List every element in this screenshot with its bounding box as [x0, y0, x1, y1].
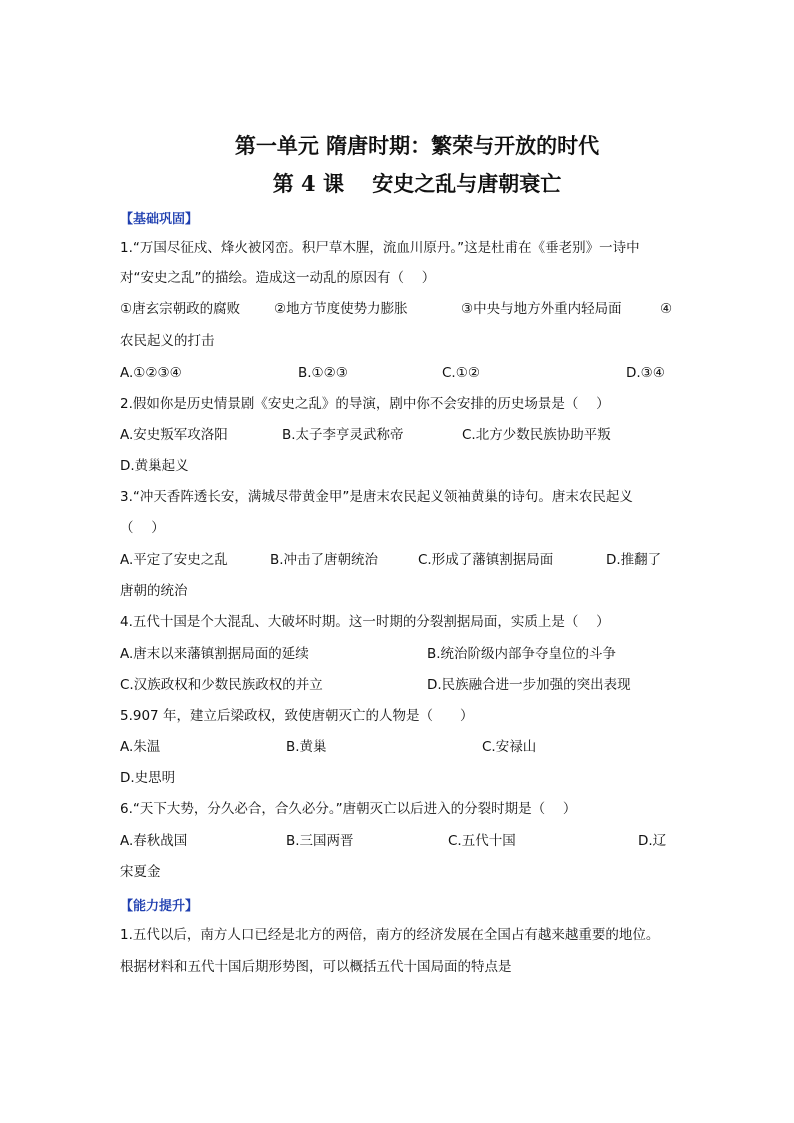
q4-option-d: D.民族融合进一步加强的突出表现: [427, 677, 631, 693]
q3-option-d: D.推翻了: [606, 552, 662, 568]
q5-option-c: C.安禄山: [482, 739, 537, 755]
q1-item-4: ④: [660, 301, 673, 317]
q1-option-a: A.①②③④: [120, 365, 182, 381]
q1-item-1: ①唐玄宗朝政的腐败: [120, 301, 241, 317]
q5-stem: 5.907 年，建立后梁政权，致使唐朝灭亡的人物是（ ）: [120, 708, 474, 724]
q4-option-c: C.汉族政权和少数民族政权的并立: [120, 677, 323, 693]
q6-option-d: D.辽: [638, 833, 667, 849]
q3-stem-line2: （ ）: [120, 520, 165, 536]
q4-option-a: A.唐末以来藩镇割据局面的延续: [120, 646, 309, 662]
q2-option-b: B.太子李亨灵武称帝: [282, 427, 404, 443]
q6-option-d-cont: 宋夏金: [120, 864, 161, 880]
q6-option-b: B.三国两晋: [286, 833, 354, 849]
section-basic: 【基础巩固】: [120, 212, 199, 227]
q2-option-c: C.北方少数民族协助平叛: [462, 427, 611, 443]
q5-option-a: A.朱温: [120, 739, 161, 755]
q1-stem-line2: 对“安史之乱”的描绘。造成这一动乱的原因有（ ）: [120, 270, 436, 286]
q2-option-d: D.黄巢起义: [120, 458, 189, 474]
q4-option-b: B.统治阶级内部争夺皇位的斗争: [427, 646, 617, 662]
q6-stem: 6.“天下大势，分久必合，合久必分。”唐朝灭亡以后进入的分裂时期是（ ）: [120, 801, 577, 817]
q5-option-b: B.黄巢: [286, 739, 327, 755]
q6-option-a: A.春秋战国: [120, 833, 188, 849]
q3-option-b: B.冲击了唐朝统治: [270, 552, 379, 568]
unit-title: 第一单元 隋唐时期：繁荣与开放的时代: [234, 133, 600, 158]
q5-option-d: D.史思明: [120, 770, 176, 786]
q3-option-a: A.平定了安史之乱: [120, 552, 228, 568]
q1-stem-line1: 1.“万国尽征戍、烽火被冈峦。积尸草木腥，流血川原丹。”这是杜甫在《垂老别》一诗中: [120, 240, 640, 256]
q2-option-a: A.安史叛军攻洛阳: [120, 427, 228, 443]
p1-stem-line1: 1.五代以后，南方人口已经是北方的两倍，南方的经济发展在全国占有越来越重要的地位。: [120, 927, 660, 943]
q3-stem-line1: 3.“冲天香阵透长安，满城尽带黄金甲”是唐末农民起义领袖黄巢的诗句。唐末农民起义: [120, 489, 633, 505]
p1-stem-line2: 根据材料和五代十国后期形势图，可以概括五代十国局面的特点是: [120, 959, 512, 975]
q2-stem: 2.假如你是历史情景剧《安史之乱》的导演，剧中你不会安排的历史场景是（ ）: [120, 396, 610, 412]
q1-option-c: C.①②: [442, 365, 480, 381]
q1-item-4-cont: 农民起义的打击: [120, 333, 215, 349]
q1-item-2: ②地方节度使势力膨胀: [274, 301, 408, 317]
q1-option-b: B.①②③: [298, 365, 348, 381]
lesson-title: 第 4 课 安史之乱与唐朝衰亡: [272, 171, 562, 196]
q6-option-c: C.五代十国: [448, 833, 516, 849]
q1-item-3: ③中央与地方外重内轻局面: [461, 301, 622, 317]
q3-option-c: C.形成了藩镇割据局面: [418, 552, 554, 568]
q1-option-d: D.③④: [626, 365, 665, 381]
q3-option-d-cont: 唐朝的统治: [120, 583, 188, 599]
section-advanced: 【能力提升】: [120, 899, 199, 914]
q4-stem: 4.五代十国是个大混乱、大破坏时期。这一时期的分裂割据局面，实质上是（ ）: [120, 614, 610, 630]
